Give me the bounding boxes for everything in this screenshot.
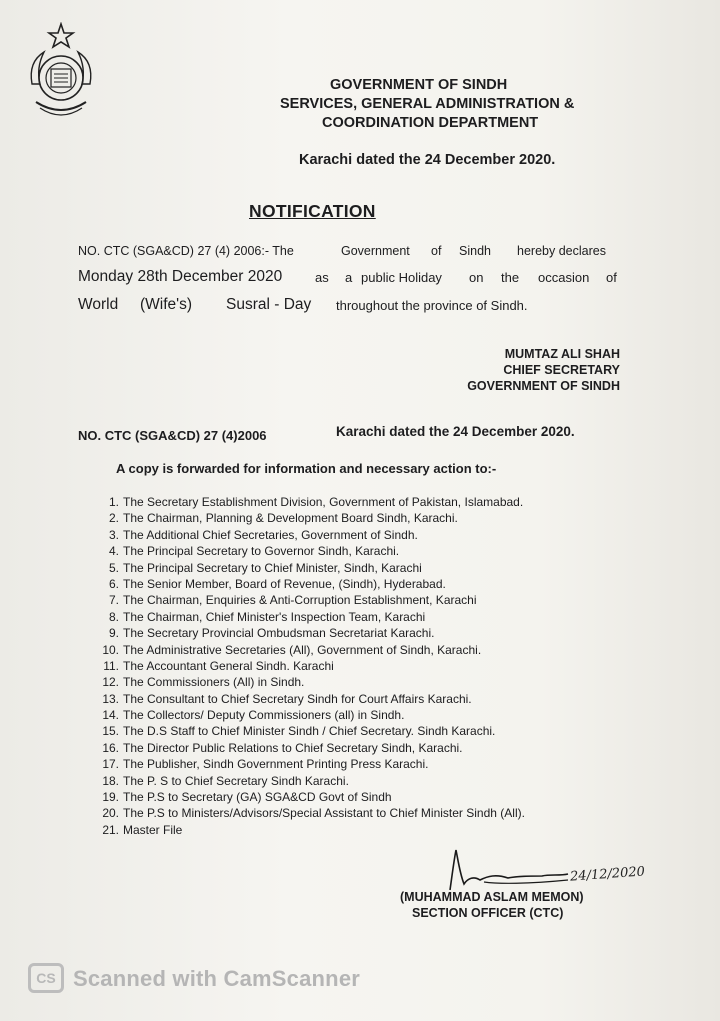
list-item: 13. The Consultant to Chief Secretary Sindh for Court Affairs Karachi. — [102, 691, 472, 706]
signature-date: 24/12/2020 — [569, 864, 646, 885]
body-word: the — [501, 270, 520, 285]
reference-number: NO. CTC (SGA&CD) 27 (4)2006 — [78, 428, 267, 443]
body-word: public Holiday — [361, 270, 442, 285]
reference-date: Karachi dated the 24 December 2020. — [336, 424, 575, 439]
body-word: hereby declares — [517, 244, 606, 258]
list-item: 4. The Principal Secretary to Governor Sindh, Karachi. — [108, 544, 400, 559]
list-item: 15. The D.S Staff to Chief Minister Sindh / Chief Secretary. Sindh Karachi. — [102, 724, 496, 739]
body-word: Sindh — [459, 244, 491, 258]
list-item: 20. The P.S to Ministers/Advisors/Special Assistant to Chief Minister Sindh (All). — [102, 806, 525, 821]
list-item: 9. The Secretary Provincial Ombudsman Secretariat Karachi. — [108, 626, 435, 641]
body-word: Monday 28th December 2020 — [78, 268, 283, 285]
body-word: of — [431, 244, 442, 258]
distribution-list — [97, 494, 525, 838]
camscanner-logo-icon: CS — [28, 963, 64, 993]
list-item: 10. The Administrative Secretaries (All), Government of Sindh, Karachi. — [102, 642, 482, 657]
body-word: occasion — [538, 270, 590, 285]
signatory-name: MUMTAZ ALI SHAH — [504, 347, 620, 361]
list-item: 3. The Additional Chief Secretaries, Government of Sindh. — [108, 527, 418, 542]
section-officer-name: (MUHAMMAD ASLAM MEMON) — [400, 890, 584, 904]
header-department: SERVICES, GENERAL ADMINISTRATION & — [280, 96, 575, 112]
header-government: GOVERNMENT OF SINDH — [330, 77, 508, 93]
list-item: 19. The P.S to Secretary (GA) SGA&CD Govt of Sindh — [102, 790, 392, 805]
body-word: a — [345, 270, 353, 285]
body-word: throughout the province of Sindh. — [336, 298, 528, 313]
list-item: 18. The P. S to Chief Secretary Sindh Karachi. — [102, 773, 349, 788]
list-item: 11. The Accountant General Sindh. Karachi — [103, 658, 334, 673]
header-department-cont: COORDINATION DEPARTMENT — [322, 115, 539, 131]
body-word: World — [78, 296, 119, 313]
list-item: 7. The Chairman, Enquiries & Anti-Corruption Establishment, Karachi — [108, 593, 477, 608]
body-word: of — [606, 270, 617, 285]
list-item: 12. The Commissioners (All) in Sindh. — [102, 675, 305, 690]
list-item: 5. The Principal Secretary to Chief Minister, Sindh, Karachi — [108, 560, 422, 575]
body-word: NO. CTC (SGA&CD) 27 (4) 2006:- The — [78, 244, 294, 258]
list-item: 6. The Senior Member, Board of Revenue, (Sindh), Hyderabad. — [108, 576, 446, 591]
body-word: Susral - Day — [226, 296, 312, 313]
copy-heading: A copy is forwarded for information and necessary action to:- — [116, 461, 497, 476]
list-item: 14. The Collectors/ Deputy Commissioners (all) in Sindh. — [102, 708, 405, 723]
notification-title: NOTIFICATION — [249, 201, 376, 221]
body-word: (Wife's) — [140, 296, 193, 313]
list-item: 8. The Chairman, Chief Minister's Inspection Team, Karachi — [108, 609, 426, 624]
list-item: 17. The Publisher, Sindh Government Printing Press Karachi. — [102, 757, 429, 772]
sindh-government-emblem-icon — [18, 22, 104, 122]
list-item: 1. The Secretary Establishment Division, Government of Pakistan, Islamabad. — [108, 495, 524, 509]
body-word: as — [315, 270, 329, 285]
signatory-title: CHIEF SECRETARY — [503, 363, 620, 377]
list-item: 16. The Director Public Relations to Chief Secretary Sindh, Karachi. — [102, 740, 463, 755]
camscanner-watermark: Scanned with CamScanner — [73, 966, 361, 991]
signatory-org: GOVERNMENT OF SINDH — [467, 379, 620, 393]
list-item: 2. The Chairman, Planning & Development Board Sindh, Karachi. — [108, 511, 458, 526]
body-word: Government — [341, 244, 410, 258]
body-word: on — [469, 270, 484, 285]
list-item: 21. Master File — [102, 822, 183, 837]
header-date: Karachi dated the 24 December 2020. — [299, 152, 556, 168]
section-officer-designation: SECTION OFFICER (CTC) — [412, 906, 564, 920]
